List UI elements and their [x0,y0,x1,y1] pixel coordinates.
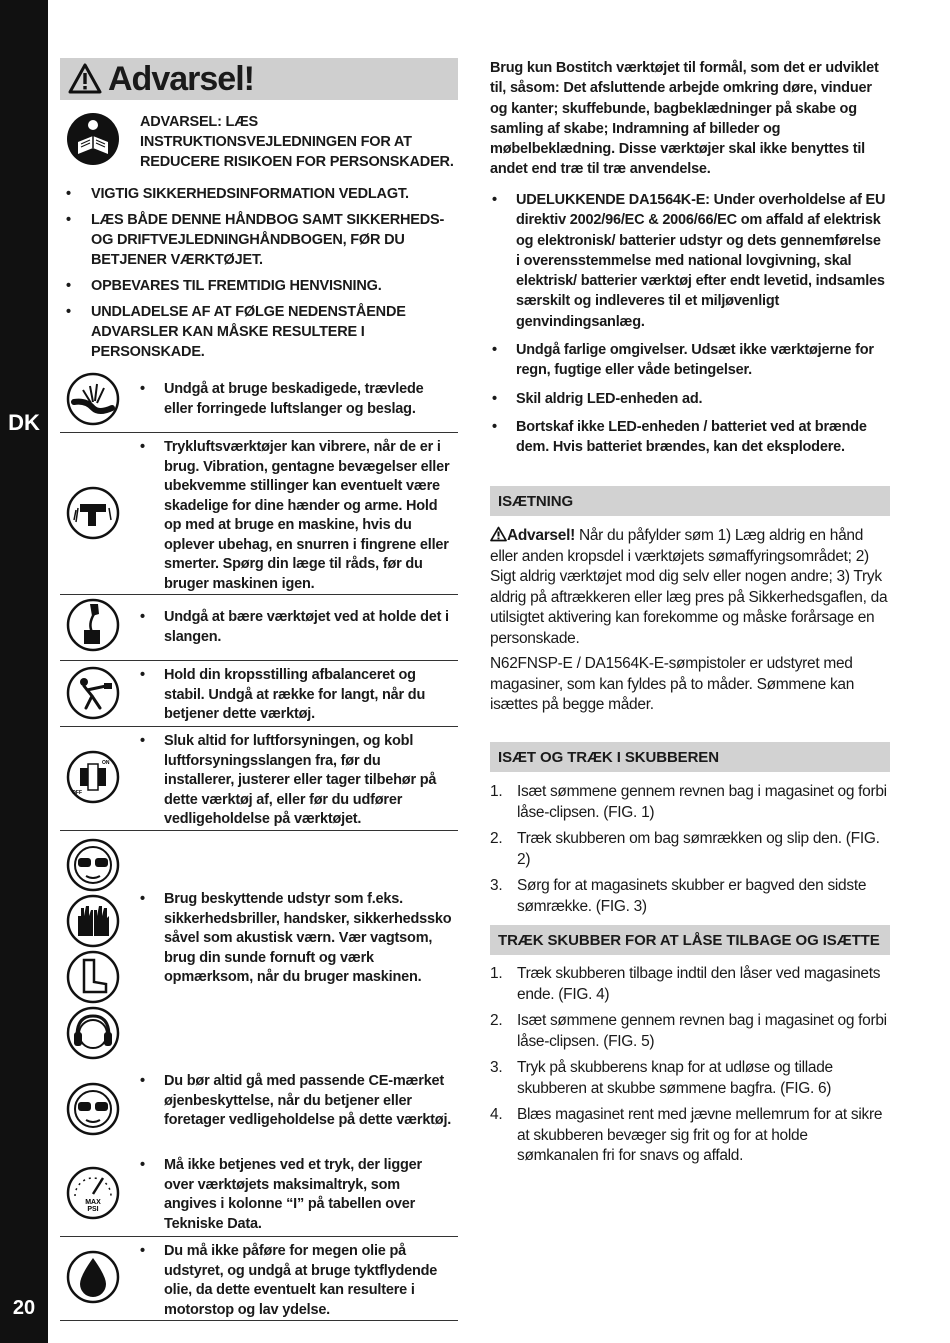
warning-intro: ADVARSEL: LÆS INSTRUKTIONSVEJLEDNINGEN FOR AT REDUCERE RISIKOEN FOR PERSONSKADER. [140,114,454,170]
vibration-hand-icon [66,486,120,540]
insert-paragraph: N62FNSP-E / DA1564K-E-sømpistoler er udstyret med magasiner, som kan fyldes på to måder. Sømmene kan isættes på begge måder. [490,655,855,713]
safety-glasses-icon [66,838,120,892]
page-number: 20 [12,1296,36,1319]
list-item: • Undgå farlige omgivelser. Udsæt ikke værktøjerne for regn, fugtige eller våde betingelser. [490,340,888,381]
ear-protection-icon [66,1006,120,1060]
hazard-row [60,594,458,661]
safety-boots-icon [66,950,120,1004]
warning-triangle-icon [68,62,102,96]
list-item [490,964,890,1005]
intended-use-text: Brug kun Bostitch værktøjet til formål, som det er udviklet til, såsom: Det afsluttende arbejde omkring døre, vinduer og kanter; skuffebunde, bagbeklædninger på skabe og samling af skabe; Indramning af billeder og møbelbeklædning. Disse værktøjer skal ikke benyttes til andet end træ til træ anvendelse. [490,60,879,178]
list-item: • Bortskaf ikke LED-enheden / batteriet ved at brænde dem. Hvis batteriet brændes, kan det eksplodere. [490,417,888,458]
list-item: • UDELUKKENDE DA1564K-E: Under overholdelse af EU direktiv 2002/96/EC & 2006/66/EC om affald af elektrisk og elektronisk/ batterier udstyr og dets gennemførelse i overensstemmelse med national lovgivning, skal elektrisk/ batterier værktøj efter endt levetid, indsamles særskilt og indleveres til et miljøvenligt genvindingsanlæg. [490,190,888,332]
hazard-text: • Sluk altid for luftforsyningen, og kobl luftforsyningsslangen fra, før du installerer, justerer eller tager tilbehør på dette værktøj af, eller før du udfører vedligeholdelse på værktøjet. [164,732,454,830]
hazard-text: • Undgå at bære værktøjet ved at holde det i slangen. [164,608,454,647]
step-number: 3. [490,877,503,894]
hazard-text: • Hold din kropsstilling afbalanceret og stabil. Undgå at række for langt, når du betjener dette værktøj. [164,666,454,725]
step-number: 1. [490,783,503,800]
list-item: • Skil aldrig LED-enheden ad. [490,389,888,409]
icon-label: OFF [72,790,82,796]
carry-by-hose-icon [66,598,120,652]
list-item [490,1011,890,1052]
list-item [490,782,890,823]
section-heading-insert: ISÆTNING [490,486,890,516]
step-text: Isæt sømmene gennem revnen bag i magasinet og forbi låse-clipsen. (FIG. 1) [517,783,887,821]
hazard-text: • Undgå at bruge beskadigede, trævlede eller forringede luftslanger og beslag. [164,380,454,419]
read-manual-icon [66,112,120,166]
list-item: • OPBEVARES TIL FREMTIDIG HENVISNING. [64,276,459,296]
hazard-row [60,1236,458,1321]
hazard-row [60,1154,458,1237]
gloves-icon [66,894,120,948]
list-item: • LÆS BÅDE DENNE HÅNDBOG SAMT SIKKERHEDS- OG DRIFTVEJLEDNINGHÅNDBOGEN, FØR DU BETJENER VÆRKTØJET. [64,210,459,270]
icon-label: MAX [85,1199,101,1206]
right-bullets [490,190,888,458]
icon-label: ON [102,760,110,766]
hazard-text: • Trykluftsværktøjer kan vibrere, når de er i brug. Vibration, gentagne bevægelser eller ubekvemme stillinger kan eventuelt være skadelige for dine hænder og arme. Hold op med at bruge en maskine, hvis du oplever ubehag, en snurren i fingrene eller smerter. Spørg din læge til råds, før du bruger maskinen igen. [164,438,454,594]
language-tab: DK [0,398,48,448]
hazard-row [60,660,458,727]
lock-steps [490,964,890,1167]
step-number: 2. [490,830,503,847]
step-text: Isæt sømmene gennem revnen bag i magasinet og forbi låse-clipsen. (FIG. 5) [517,1012,887,1050]
warning-header [60,58,458,100]
step-text: Sørg for at magasinets skubber er bagved den sidste sømrække. (FIG. 3) [517,877,867,915]
warning-title: Advarsel! [108,59,254,98]
sidebar-strip [0,0,48,1343]
ce-eye-protection-icon [66,1082,120,1136]
warning-triangle-icon [490,526,507,542]
list-item [490,1105,890,1167]
hazard-row [60,432,458,595]
step-number: 1. [490,965,503,982]
max-pressure-icon [66,1166,120,1220]
warning-label: Advarsel! [507,527,575,544]
list-item [490,829,890,870]
section-heading-lock: TRÆK SKUBBER FOR AT LÅSE TILBAGE OG ISÆTTE [490,925,890,955]
hazard-text: • Du bør altid gå med passende CE-mærket øjenbeskyttelse, når du betjener eller foretager vedligeholdelse på dette værktøj. [164,1072,454,1131]
step-text: Træk skubberen tilbage indtil den låser ved magasinets ende. (FIG. 4) [517,965,881,1003]
hazard-row [60,366,458,433]
hazard-text: • Må ikke betjenes ved et tryk, der ligger over værktøjets maksimaltryk, som angives i kolonne “I” på tabellen over Tekniske Data. [164,1156,454,1234]
step-number: 3. [490,1059,503,1076]
step-number: 2. [490,1012,503,1029]
list-item: • UNDLADELSE AF AT FØLGE NEDENSTÅENDE ADVARSLER KAN MÅSKE RESULTERE I PERSONSKADE. [64,302,459,362]
step-text: Blæs magasinet rent med jævne mellemrum for at sikre at skubberen bevæger sig frit og for at holde sømkanalen fri for snavs og affald. [517,1106,883,1164]
hazard-text: • Du må ikke påføre for megen olie på udstyret, og undgå at bruge tyktflydende olie, da dette eventuelt kan resultere i motorstop og lav ydelse. [164,1242,454,1320]
section-heading-pusher: ISÆT OG TRÆK I SKUBBEREN [490,742,890,772]
step-number: 4. [490,1106,503,1123]
warning-bullets [64,184,459,368]
step-text: Tryk på skubberens knap for at udløse og tillade skubberen at skubbe sømmene bagfra. (FIG. 6) [517,1059,833,1097]
list-item [490,876,890,917]
list-item: • VIGTIG SIKKERHEDSINFORMATION VEDLAGT. [64,184,459,204]
icon-label: PSI [87,1206,99,1213]
hazard-row [60,1066,458,1154]
insert-warning [490,526,890,649]
warning-body: Når du påfylder søm 1) Læg aldrig en hånd eller anden kropsdel i værktøjets sømaffyringsområdet; 2) Sigt aldrig værktøjet mod dig selv eller nogen andre; 3) Tryk aldrig på aftrækkeren eller læg pres på Sikkerhedsgaflen, da utilsigtet aktivering kan forekomme og måske forårsage en personskade. [490,527,888,647]
step-text: Træk skubberen om bag sømrækken og slip den. (FIG. 2) [517,830,880,868]
hazard-row [60,830,458,1066]
overreach-icon [66,666,120,720]
oil-drop-icon [66,1250,120,1304]
air-supply-off-icon [66,750,120,804]
damaged-hose-icon [66,372,120,426]
hazard-row [60,726,458,831]
list-item [490,1058,890,1099]
pusher-steps [490,782,890,917]
hazard-text: • Brug beskyttende udstyr som f.eks. sikkerhedsbriller, handsker, sikkerhedssko såvel som akustisk værn. Vær vagtsom, brug din sunde fornuft og værk opmærksom, når du bruger maskinen. [164,890,454,988]
